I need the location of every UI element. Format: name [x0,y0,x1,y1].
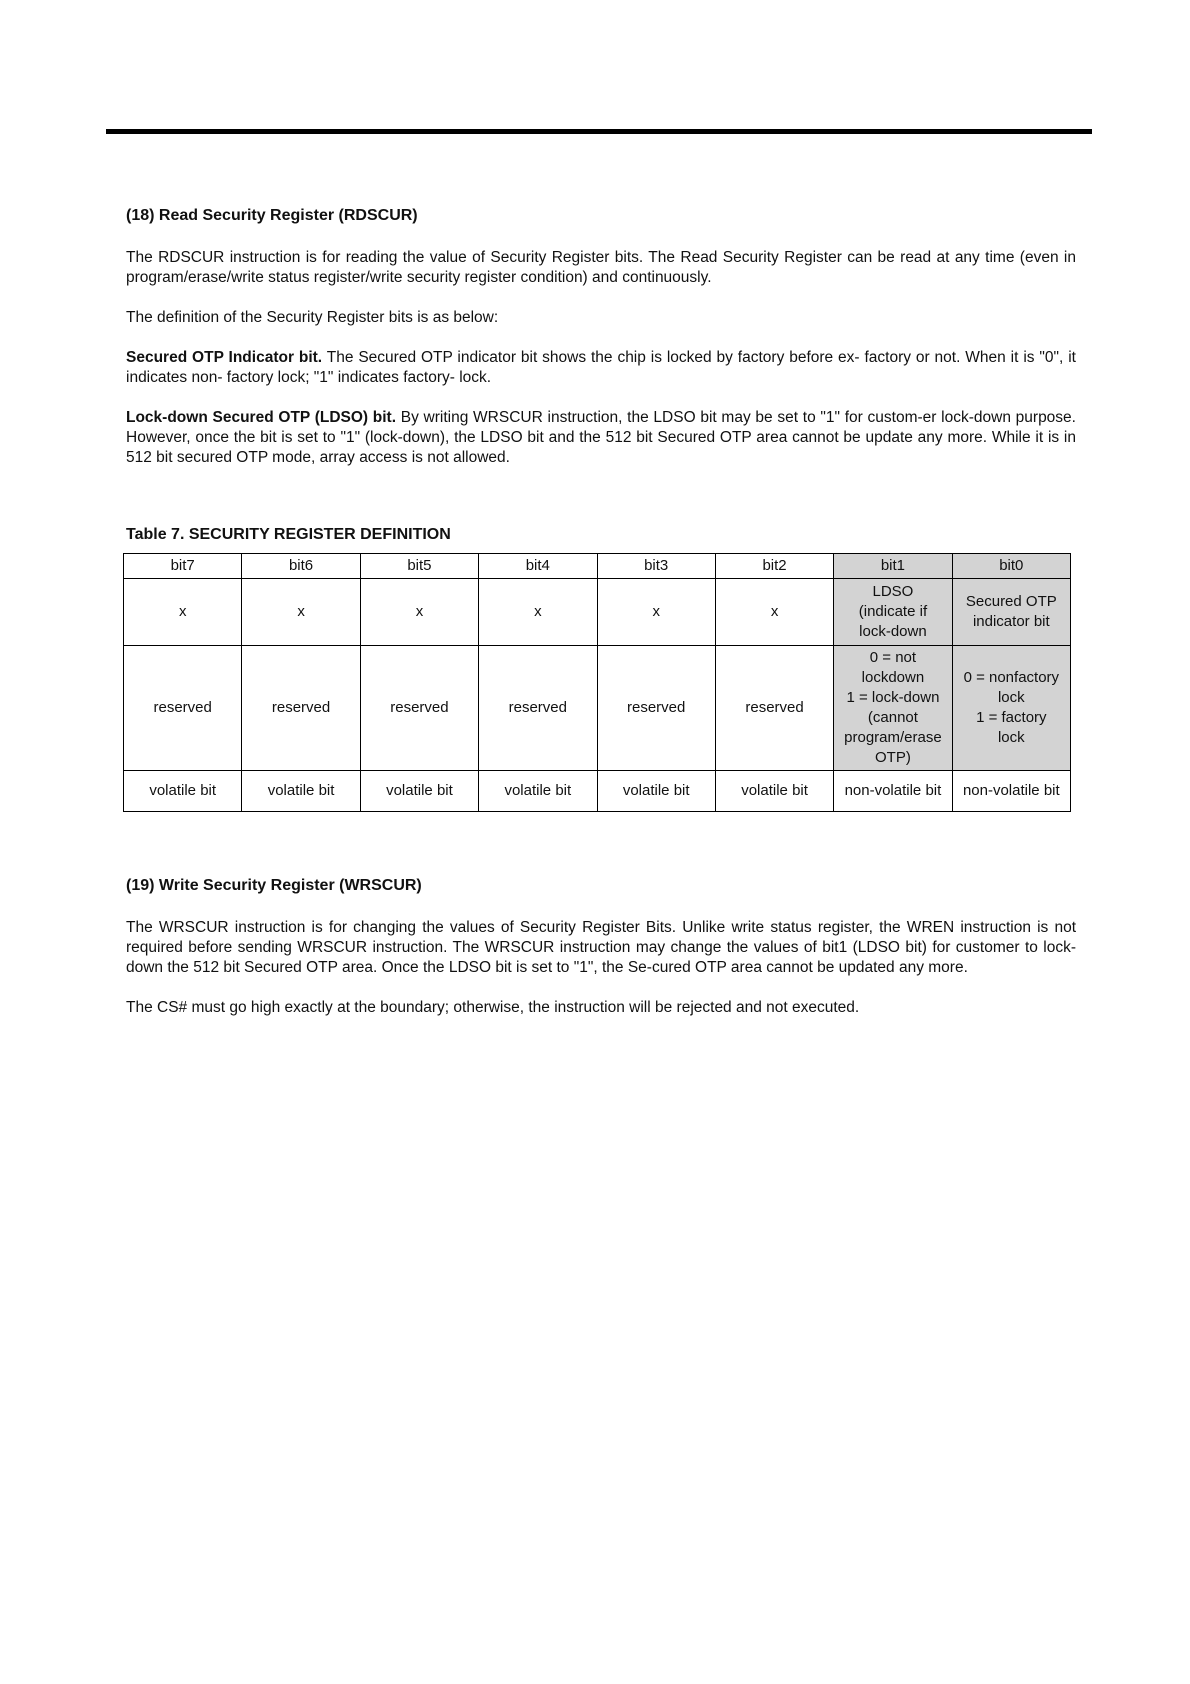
section-heading-rdscur: (18) Read Security Register (RDSCUR) [126,207,418,224]
cs-boundary-note: The CS# must go high exactly at the boundary; otherwise, the instruction will be rejected and not executed. [126,999,860,1016]
secured-otp-indicator-lead: Secured OTP Indicator bit. [126,349,323,366]
cell-bit4-name: x [479,579,597,646]
secured-otp-indicator-paragraph [126,348,1076,388]
header-rule [106,129,1092,134]
cell-bit5-desc: reserved [360,646,478,771]
bit0-desc-line: lock [997,729,1025,746]
table-row-names [124,579,1071,646]
header-bit6: bit6 [242,554,360,579]
section-rdscur [126,206,1076,468]
cell-bit4-type: volatile bit [479,771,597,812]
bit1-name-line: (indicate if [858,603,928,620]
bit1-desc-line: (cannot [867,709,918,726]
table-row-types [124,771,1071,812]
cell-bit0-name [952,579,1070,646]
bit1-name-line: lock-down [859,623,927,640]
wrscur-description: The WRSCUR instruction is for changing the values of Security Register Bits. Unlike write status register, the WREN instruction is not required before sending WRSCUR instruction. The WRSCUR instruction may change the values of bit1 (LDSO bit) for customer to lock-down the 512 bit Secured OTP area. Once the LDSO bit is set to "1", the Se-cured OTP area cannot be updated any more. [126,919,1076,976]
cell-bit1-type: non-volatile bit [834,771,952,812]
cell-bit3-name: x [597,579,715,646]
cell-bit3-desc: reserved [597,646,715,771]
header-bit4: bit4 [479,554,597,579]
cell-bit6-name: x [242,579,360,646]
cell-bit5-type: volatile bit [360,771,478,812]
cell-bit2-type: volatile bit [715,771,833,812]
ldso-paragraph [126,408,1076,468]
security-register-table [123,553,1071,812]
header-bit1: bit1 [834,554,952,579]
cell-bit3-type: volatile bit [597,771,715,812]
cell-bit5-name: x [360,579,478,646]
bit1-desc-line: 0 = not lockdown [861,649,925,686]
cell-bit0-desc [952,646,1070,771]
bit1-desc-line: program/erase [844,729,942,746]
bit1-name-line: LDSO [872,583,914,600]
table-header-row [124,554,1071,579]
table-caption: Table 7. SECURITY REGISTER DEFINITION [126,526,451,543]
bit1-desc-line: OTP) [875,749,911,766]
bit0-desc-line: lock [997,689,1025,706]
cell-bit1-name [834,579,952,646]
ldso-text: By writing WRSCUR instruction, the LDSO bit may be set to "1" for custom-er lock-down purpose. However, once the bit is set to "1" (lock-down), the LDSO bit and the 512 bit Secured OTP area cannot be update any more. While it is in 512 bit secured OTP mode, array access is not allowed. [126,409,1076,466]
bit0-name-line: Secured OTP [965,593,1057,610]
cell-bit0-type: non-volatile bit [952,771,1070,812]
cell-bit6-desc: reserved [242,646,360,771]
section-heading-wrscur: (19) Write Security Register (WRSCUR) [126,877,422,894]
secured-otp-indicator-text: The Secured OTP indicator bit shows the chip is locked by factory before ex- factory or not. When it is "0", it indicates non- factory lock; "1" indicates factory- lock. [126,349,1076,386]
header-bit0: bit0 [952,554,1070,579]
header-bit3: bit3 [597,554,715,579]
cell-bit7-desc: reserved [124,646,242,771]
cell-bit2-desc: reserved [715,646,833,771]
table-row-descriptions [124,646,1071,771]
bit0-desc-line: 1 = factory [976,709,1047,726]
ldso-lead: Lock-down Secured OTP (LDSO) bit. [126,409,397,426]
bit0-name-line: indicator bit [972,613,1050,630]
rdscur-description: The RDSCUR instruction is for reading the value of Security Register bits. The Read Security Register can be read at any time (even in program/erase/write status register/write security register condition) and continuously. [126,249,1076,286]
bit1-desc-line: 1 = lock-down [846,689,940,706]
section-wrscur [126,876,1076,1038]
cell-bit7-type: volatile bit [124,771,242,812]
cell-bit4-desc: reserved [479,646,597,771]
header-bit7: bit7 [124,554,242,579]
cell-bit7-name: x [124,579,242,646]
header-bit2: bit2 [715,554,833,579]
cell-bit2-name: x [715,579,833,646]
cell-bit6-type: volatile bit [242,771,360,812]
cell-bit1-desc [834,646,952,771]
header-bit5: bit5 [360,554,478,579]
register-bits-intro: The definition of the Security Register bits is as below: [126,309,499,326]
bit0-desc-line: 0 = nonfactory [963,669,1060,686]
